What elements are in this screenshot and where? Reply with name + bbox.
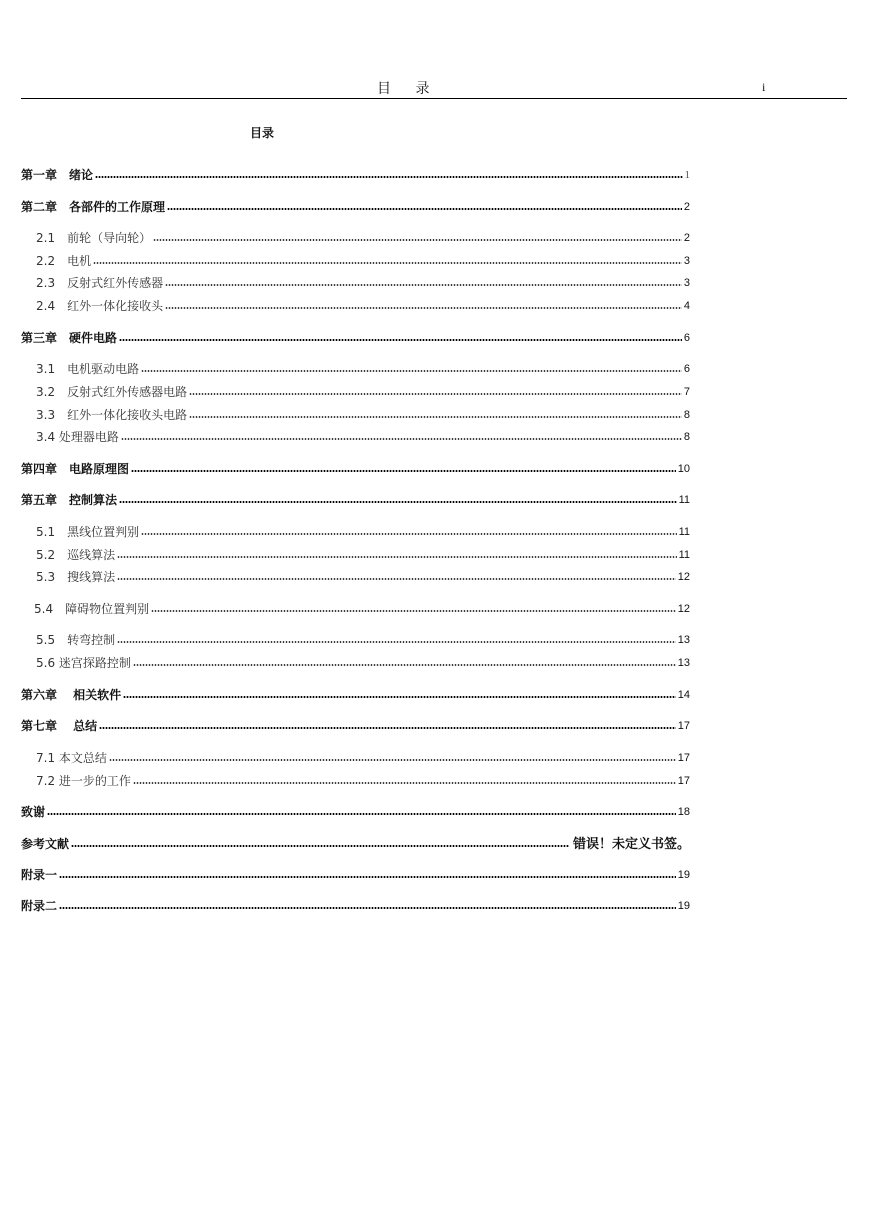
toc-entry-label: 7.1 本文总结	[36, 751, 107, 765]
toc-entry-label: 3.1 电机驱动电路	[36, 362, 140, 376]
toc-entry-references[interactable]	[21, 834, 690, 852]
toc-entry-2-1[interactable]	[36, 228, 690, 246]
toc-entry-chapter-5[interactable]	[21, 490, 690, 508]
toc-entry-chapter-1[interactable]	[21, 165, 690, 183]
toc-entry-page: 2	[683, 232, 690, 244]
toc-entry-label: 2.2 电机	[36, 254, 92, 268]
toc-title: 目录	[250, 126, 275, 140]
toc-entry-page: 6	[683, 332, 690, 344]
toc-entry-7-2[interactable]	[36, 771, 690, 789]
toc-entry-page: 13	[677, 657, 690, 669]
toc-entry-page: 11	[678, 549, 690, 561]
toc-entry-page: 1	[684, 169, 690, 181]
toc-entry-page: 2	[683, 201, 690, 213]
toc-entry-page: 17	[677, 720, 690, 732]
toc-entry-2-4[interactable]	[36, 296, 690, 314]
toc-entry-appendix-1[interactable]	[21, 865, 690, 883]
toc-leader-dots	[95, 175, 682, 179]
toc-entry-label: 第二章 各部件的工作原理	[21, 200, 166, 214]
toc-entry-5-2[interactable]	[36, 545, 690, 563]
toc-entry-label: 第五章 控制算法	[21, 493, 118, 507]
toc-entry-3-4[interactable]	[36, 427, 690, 445]
toc-entry-3-3[interactable]	[36, 405, 690, 423]
header-title: 目 录	[377, 81, 440, 97]
toc-leader-dots	[119, 338, 682, 342]
toc-leader-dots	[117, 640, 676, 644]
toc-leader-dots	[121, 437, 682, 441]
toc-leader-dots	[165, 306, 682, 310]
toc-leader-dots	[123, 695, 676, 699]
toc-entry-label: 3.3 红外一体化接收头电路	[36, 408, 188, 422]
toc-entry-label: 5.4 障碍物位置判别	[34, 602, 150, 616]
toc-entry-page: 17	[677, 752, 690, 764]
toc-entry-3-1[interactable]	[36, 359, 690, 377]
toc-leader-dots	[59, 875, 676, 879]
toc-entry-page: 11	[678, 494, 690, 506]
toc-leader-dots	[71, 844, 569, 848]
toc-entry-label: 5.1 黑线位置判别	[36, 525, 140, 539]
toc-entry-2-2[interactable]	[36, 251, 690, 269]
toc-entry-page: 13	[677, 634, 690, 646]
toc-entry-page: 12	[677, 571, 690, 583]
toc-leader-dots	[141, 369, 682, 373]
toc-entry-label: 2.3 反射式红外传感器	[36, 276, 164, 290]
toc-leader-dots	[141, 532, 676, 536]
toc-entry-page: 7	[683, 386, 690, 398]
toc-entry-5-6[interactable]	[36, 653, 690, 671]
toc-entry-acknowledgements[interactable]	[21, 802, 690, 820]
toc-entry-page: 18	[677, 806, 690, 818]
toc-entry-chapter-4[interactable]	[21, 459, 690, 477]
toc-leader-dots	[47, 812, 676, 816]
toc-entry-5-3[interactable]	[36, 567, 690, 585]
toc-leader-dots	[167, 207, 682, 211]
toc-entry-5-1[interactable]	[36, 522, 690, 540]
toc-entry-chapter-6[interactable]	[21, 685, 690, 703]
toc-leader-dots	[133, 781, 676, 785]
toc-entry-label: 第四章 电路原理图	[21, 462, 130, 476]
toc-leader-dots	[151, 609, 676, 613]
toc-entry-page: 14	[677, 689, 690, 701]
toc-entry-label: 附录二	[21, 899, 58, 913]
page-header	[21, 78, 847, 99]
toc-leader-dots	[109, 758, 676, 762]
toc-leader-dots	[99, 726, 676, 730]
toc-entry-label: 第七章 总结	[21, 719, 98, 733]
toc-entry-label: 参考文献	[21, 837, 70, 851]
toc-entry-label: 第一章 绪论	[21, 168, 94, 182]
toc-entry-label: 7.2 进一步的工作	[36, 774, 131, 788]
toc-leader-dots	[189, 415, 682, 419]
toc-entry-3-2[interactable]	[36, 382, 690, 400]
toc-entry-2-3[interactable]	[36, 273, 690, 291]
toc-entry-label: 2.1 前轮（导向轮）	[36, 231, 152, 245]
toc-leader-dots	[153, 238, 682, 242]
toc-entry-label: 3.4 处理器电路	[36, 430, 119, 444]
toc-entry-label: 5.2 巡线算法	[36, 548, 116, 562]
toc-entry-label: 3.2 反射式红外传感器电路	[36, 385, 188, 399]
toc-entry-label: 5.5 转弯控制	[36, 633, 116, 647]
toc-entry-label: 第六章 相关软件	[21, 688, 122, 702]
toc-leader-dots	[165, 283, 682, 287]
toc-entry-page-error: 错误！未定义书签。	[572, 836, 690, 851]
toc-entry-page: 8	[683, 409, 690, 421]
toc-entry-page: 3	[683, 277, 690, 289]
toc-entry-page: 10	[677, 463, 690, 475]
toc-entry-page: 4	[683, 300, 690, 312]
toc-leader-dots	[117, 555, 676, 559]
toc-entry-label: 5.3 搜线算法	[36, 570, 116, 584]
toc-entry-label: 2.4 红外一体化接收头	[36, 299, 164, 313]
toc-entry-5-5[interactable]	[36, 630, 690, 648]
toc-entry-page: 12	[677, 603, 690, 615]
toc-leader-dots	[59, 906, 676, 910]
toc-entry-appendix-2[interactable]	[21, 896, 690, 914]
toc-entry-page: 19	[677, 869, 690, 881]
toc-entry-chapter-3[interactable]	[21, 328, 690, 346]
toc-entry-chapter-2[interactable]	[21, 197, 690, 215]
toc-entry-5-4[interactable]	[34, 599, 690, 617]
header-page-number: i	[762, 80, 766, 94]
toc-entry-page: 19	[677, 900, 690, 912]
toc-leader-dots	[189, 392, 682, 396]
toc-entry-page: 3	[683, 255, 690, 267]
toc-entry-7-1[interactable]	[36, 748, 690, 766]
toc-entry-label: 5.6 迷宫探路控制	[36, 656, 131, 670]
toc-entry-label: 致谢	[21, 805, 46, 819]
toc-entry-page: 8	[683, 431, 690, 443]
toc-entry-label: 第三章 硬件电路	[21, 331, 118, 345]
toc-entry-chapter-7[interactable]	[21, 716, 690, 734]
toc-leader-dots	[133, 663, 676, 667]
toc-entry-page: 17	[677, 775, 690, 787]
toc-entry-page: 6	[683, 363, 690, 375]
toc-leader-dots	[131, 469, 676, 473]
toc-leader-dots	[119, 500, 677, 504]
toc-leader-dots	[117, 577, 676, 581]
toc-leader-dots	[93, 261, 682, 265]
toc-entry-label: 附录一	[21, 868, 58, 882]
toc-entry-page: 11	[678, 526, 690, 538]
